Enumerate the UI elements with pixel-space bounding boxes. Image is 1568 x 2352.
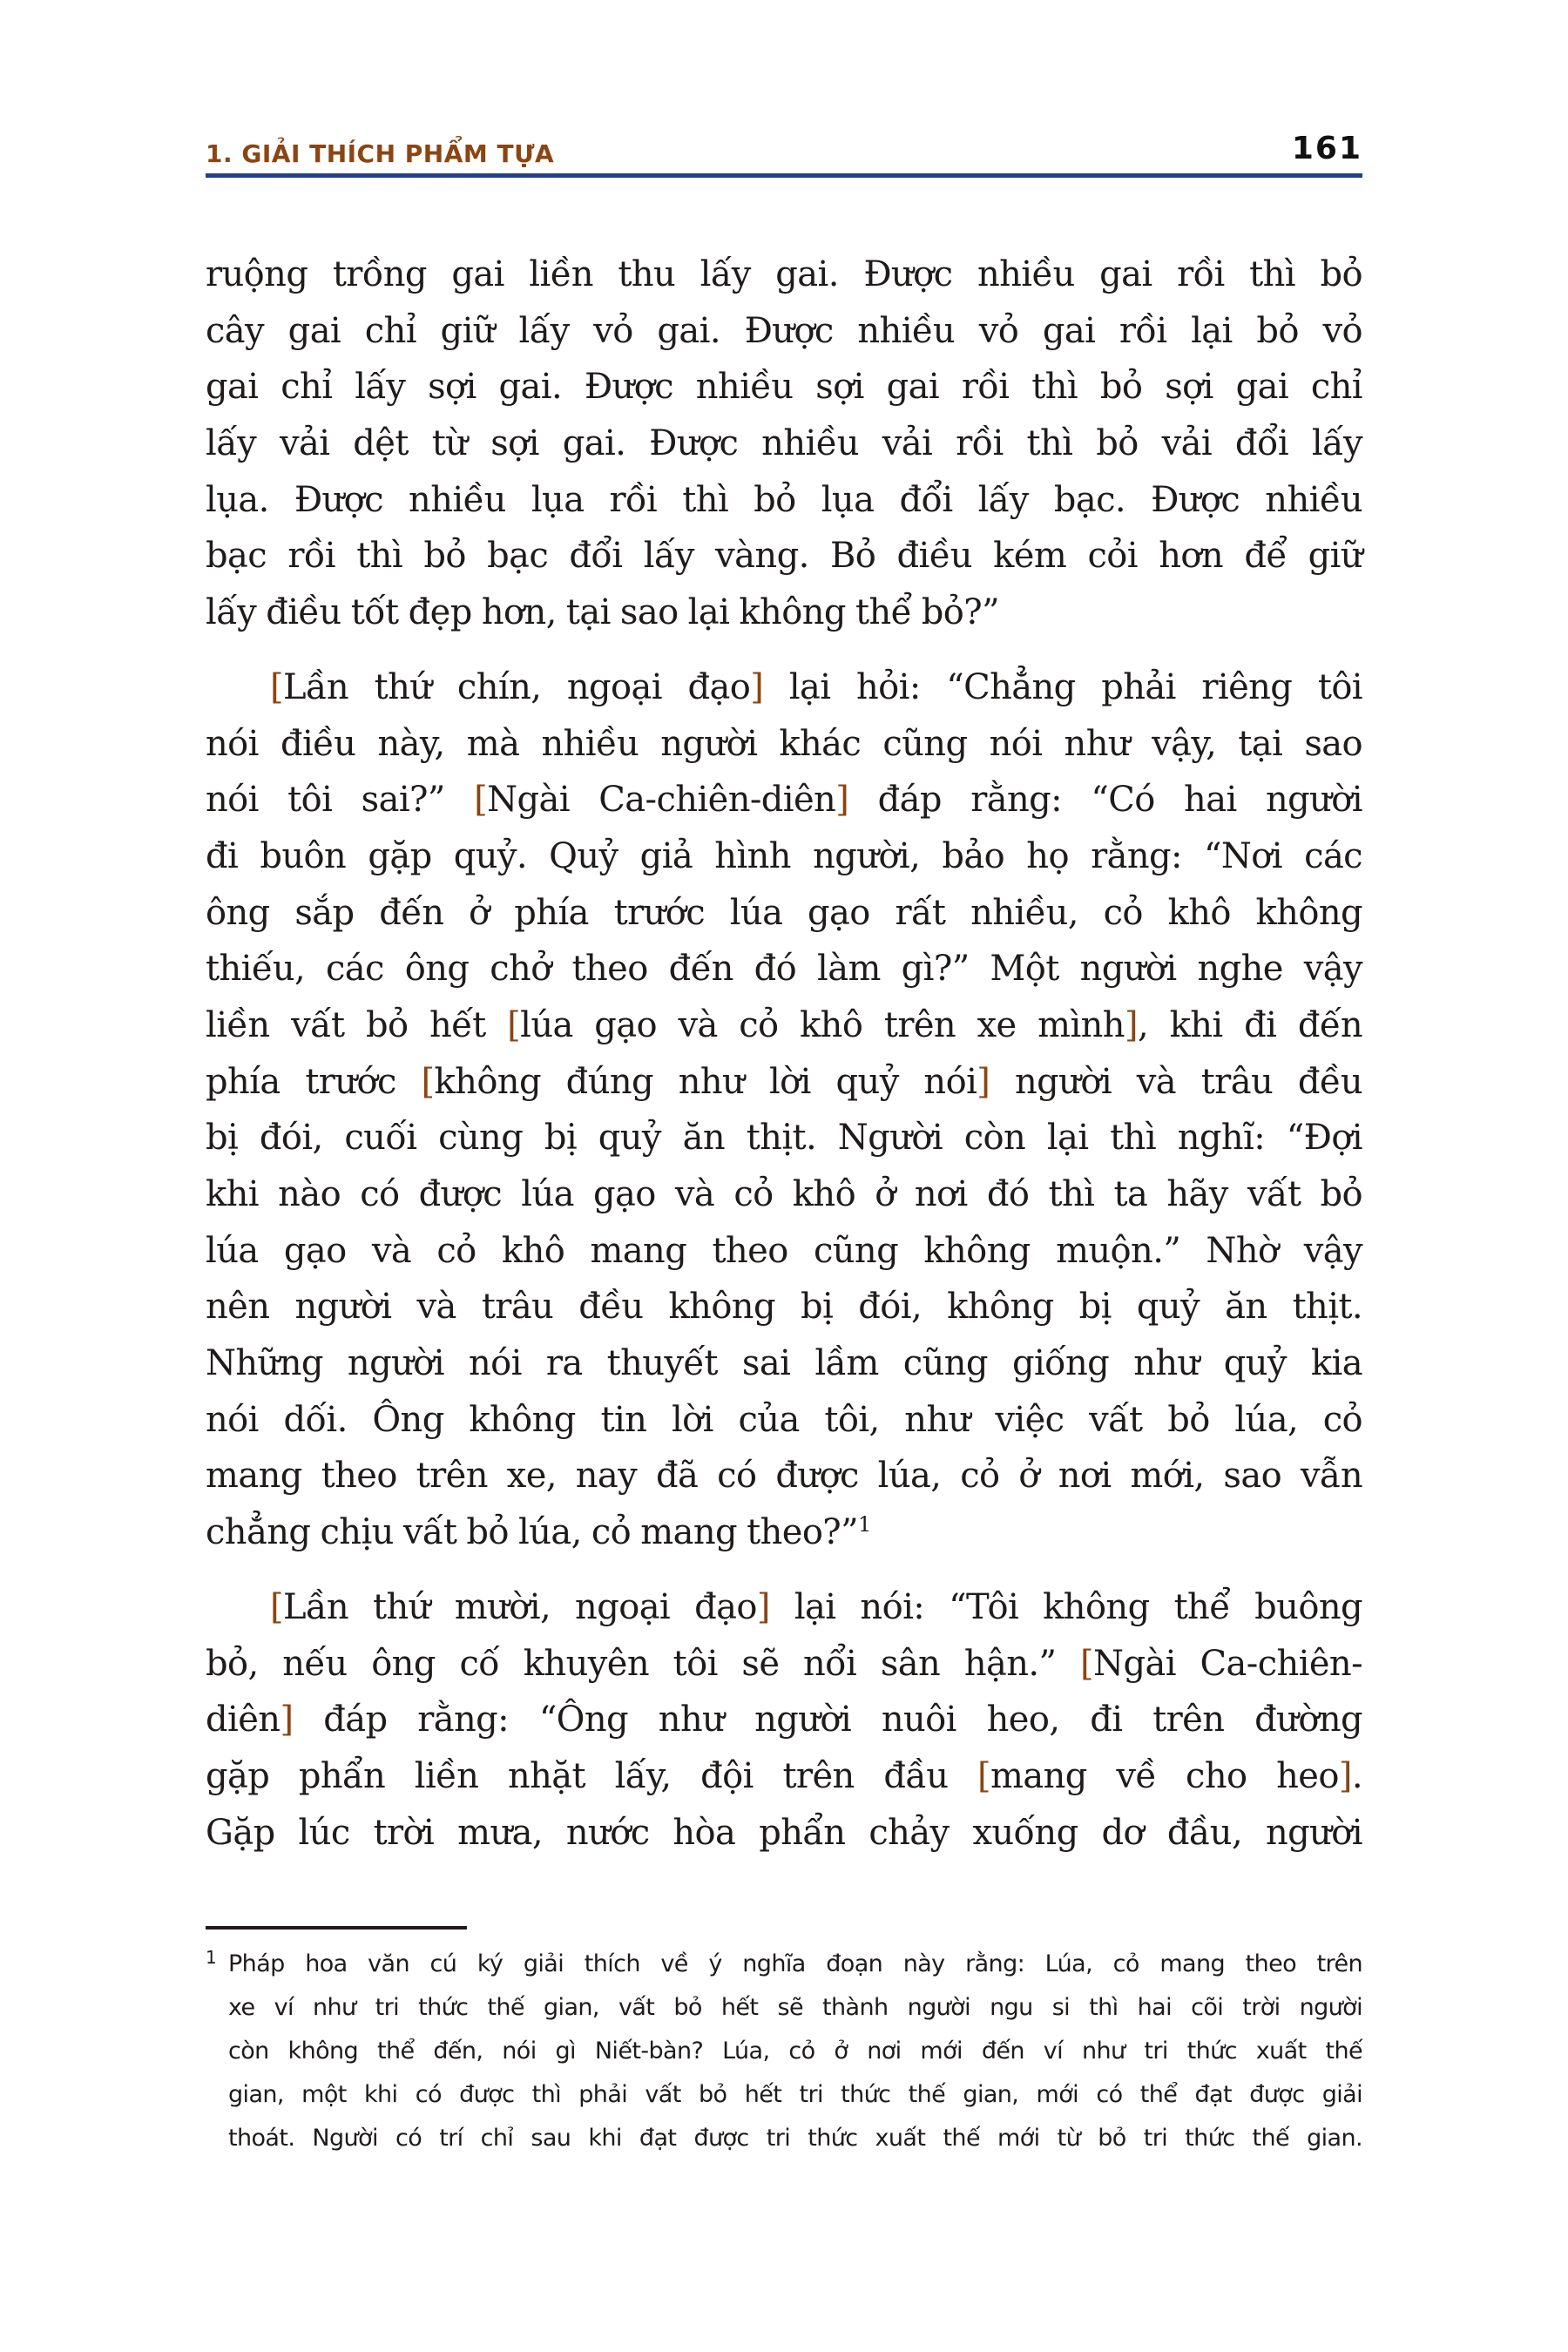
text-line (206, 885, 1362, 942)
text-segment: Những người nói ra thuyết sai lầm cũng giống như quỷ kia (206, 1342, 1362, 1383)
text-segment: ruộng trồng gai liền thu lấy gai. Được nhiều gai rồi thì bỏ (206, 254, 1362, 294)
text-segment: Lần thứ mười, ngoại đạo (283, 1587, 757, 1628)
text-segment: Ngài Ca-chiên-diên (487, 780, 836, 821)
editorial-bracket: ] (977, 1061, 990, 1102)
text-line (206, 1223, 1362, 1280)
paragraph (206, 659, 1362, 1561)
text-line (206, 659, 1362, 716)
text-segment: liền vất bỏ hết (206, 1005, 508, 1046)
footnote (206, 1943, 1362, 2160)
text-line (206, 772, 1362, 828)
text-segment: lúa gạo và cỏ khô mang theo cũng không muộn.” Nhờ vậy (206, 1230, 1362, 1271)
text-segment: khi nào có được lúa gạo và cỏ khô ở nơi đó thì ta hãy vất bỏ (206, 1174, 1362, 1214)
footnote-text: Pháp hoa văn cú ký giải thích về ý nghĩa đoạn này rằng: Lúa, cỏ mang theo trên (228, 1950, 1362, 1977)
text-line (206, 1805, 1362, 1862)
text-segment: bạc rồi thì bỏ bạc đổi lấy vàng. Bỏ điều kém cỏi hơn để giữ (206, 536, 1362, 577)
text-line (206, 997, 1362, 1054)
text-line (206, 359, 1362, 416)
text-segment: cây gai chỉ giữ lấy vỏ gai. Được nhiều vỏ gai rồi lại bỏ vỏ (206, 310, 1362, 351)
footnote-line (206, 1986, 1362, 2030)
paragraph (206, 247, 1362, 641)
text-line (206, 1110, 1362, 1166)
editorial-bracket: ] (750, 667, 764, 708)
text-segment: thiếu, các ông chở theo đến đó làm gì?” Một người nghe vậy (206, 949, 1362, 990)
text-line (206, 303, 1362, 360)
section-title: 1. GIẢI THÍCH PHẨM TỰA (206, 139, 555, 168)
text-line (206, 1392, 1362, 1449)
text-segment: , khi đi đến (1137, 1005, 1362, 1046)
text-line (206, 585, 1362, 641)
text-line (206, 828, 1362, 885)
text-segment: ông sắp đến ở phía trước lúa gạo rất nhiều, cỏ khô không (206, 892, 1362, 933)
text-line (206, 416, 1362, 472)
text-line (206, 1636, 1362, 1693)
editorial-bracket: [ (1080, 1643, 1094, 1684)
text-segment: gặp phẩn liền nhặt lấy, đội trên đầu (206, 1756, 978, 1797)
text-segment: Ngài Ca-chiên- (1093, 1643, 1362, 1684)
text-segment: lại nói: “Tôi không thể buông (769, 1587, 1362, 1628)
text-segment: nói điều này, mà nhiều người khác cũng nói như vậy, tại sao (206, 723, 1362, 764)
editorial-bracket: ] (1338, 1756, 1352, 1797)
text-segment: đáp rằng: “Có hai người (848, 780, 1362, 821)
text-segment: lụa. Được nhiều lụa rồi thì bỏ lụa đổi lấy bạc. Được nhiều (206, 479, 1362, 520)
text-line (206, 1335, 1362, 1392)
editorial-bracket: [ (270, 667, 284, 708)
editorial-bracket: ] (1124, 1005, 1138, 1046)
text-segment: bị đói, cuối cùng bị quỷ ăn thịt. Người còn lại thì nghĩ: “Đợi (206, 1118, 1362, 1159)
text-line (206, 941, 1362, 997)
editorial-bracket: [ (474, 780, 488, 821)
editorial-bracket: [ (507, 1005, 521, 1046)
text-segment: đi buôn gặp quỷ. Quỷ giả hình người, bảo họ rằng: “Nơi các (206, 836, 1362, 877)
text-segment: đáp rằng: “Ông như người nuôi heo, đi trên đường (293, 1700, 1362, 1740)
text-segment: gai chỉ lấy sợi gai. Được nhiều sợi gai rồi thì bỏ sợi gai chỉ (206, 367, 1362, 408)
footnote-line (206, 2117, 1362, 2160)
text-line (206, 1279, 1362, 1335)
editorial-bracket: [ (270, 1587, 284, 1628)
text-segment: người và trâu đều (990, 1061, 1362, 1102)
text-line (206, 1504, 1362, 1561)
text-segment: mang theo trên xe, nay đã có được lúa, cỏ ở nơi mới, sao vẫn (206, 1456, 1362, 1497)
text-segment: bỏ, nếu ông cố khuyên tôi sẽ nổi sân hận.” (206, 1643, 1081, 1684)
text-segment: . (1351, 1756, 1362, 1797)
editorial-bracket: ] (835, 780, 849, 821)
text-line (206, 1579, 1362, 1636)
footnote-line (206, 1943, 1362, 1986)
text-segment: lại hỏi: “Chẳng phải riêng tôi (763, 667, 1362, 708)
body-text (206, 247, 1362, 1880)
footnote-line (206, 2073, 1362, 2117)
running-header (206, 131, 1362, 179)
text-segment: diên (206, 1700, 280, 1740)
header-rule (206, 173, 1362, 178)
page-number: 161 (1291, 131, 1362, 166)
text-line (206, 716, 1362, 773)
text-line (206, 528, 1362, 585)
editorial-bracket: [ (421, 1061, 435, 1102)
footnote-text: còn không thể đến, nói gì Niết-bàn? Lúa, cỏ ở nơi mới đến ví như tri thức xuất thế (228, 2038, 1362, 2065)
text-segment: Gặp lúc trời mưa, nước hòa phẩn chảy xuống dơ đầu, người (206, 1812, 1362, 1853)
editorial-bracket: [ (977, 1756, 991, 1797)
text-line (206, 1448, 1362, 1504)
footnote-line (206, 2030, 1362, 2073)
text-segment: chẳng chịu vất bỏ lúa, cỏ mang theo?” (206, 1511, 859, 1552)
text-line (206, 247, 1362, 303)
editorial-bracket: ] (280, 1700, 294, 1740)
text-segment: lấy điều tốt đẹp hơn, tại sao lại không thể bỏ?” (206, 591, 999, 632)
text-segment: lấy vải dệt từ sợi gai. Được nhiều vải rồi thì bỏ vải đổi lấy (206, 422, 1362, 463)
text-segment: không đúng như lời quỷ nói (434, 1061, 977, 1102)
text-segment: nên người và trâu đều không bị đói, không bị quỷ ăn thịt. (206, 1287, 1362, 1328)
footnote-number: 1 (206, 1947, 217, 1968)
text-line (206, 1748, 1362, 1805)
text-segment: phía trước (206, 1061, 422, 1102)
footnote-reference[interactable]: 1 (858, 1511, 871, 1537)
text-line (206, 1054, 1362, 1111)
editorial-bracket: ] (756, 1587, 770, 1628)
footnote-text: xe ví như tri thức thế gian, vất bỏ hết sẽ thành người ngu si thì hai cõi trời người (228, 1994, 1362, 2021)
text-segment: lúa gạo và cỏ khô trên xe mình (520, 1005, 1125, 1046)
text-line (206, 1166, 1362, 1223)
text-line (206, 1692, 1362, 1748)
text-segment: Lần thứ chín, ngoại đạo (283, 667, 751, 708)
footnote-text: gian, một khi có được thì phải vất bỏ hết tri thức thế gian, mới có thể đạt được giải (228, 2081, 1362, 2108)
paragraph (206, 1579, 1362, 1861)
text-segment: mang về cho heo (990, 1756, 1339, 1797)
footnote-text: thoát. Người có trí chỉ sau khi đạt được tri thức xuất thế mới từ bỏ tri thức thế gian. (228, 2125, 1362, 2152)
text-segment: nói dối. Ông không tin lời của tôi, như việc vất bỏ lúa, cỏ (206, 1399, 1362, 1440)
footnote-separator (206, 1926, 467, 1930)
text-line (206, 472, 1362, 529)
text-segment: nói tôi sai?” (206, 780, 475, 821)
